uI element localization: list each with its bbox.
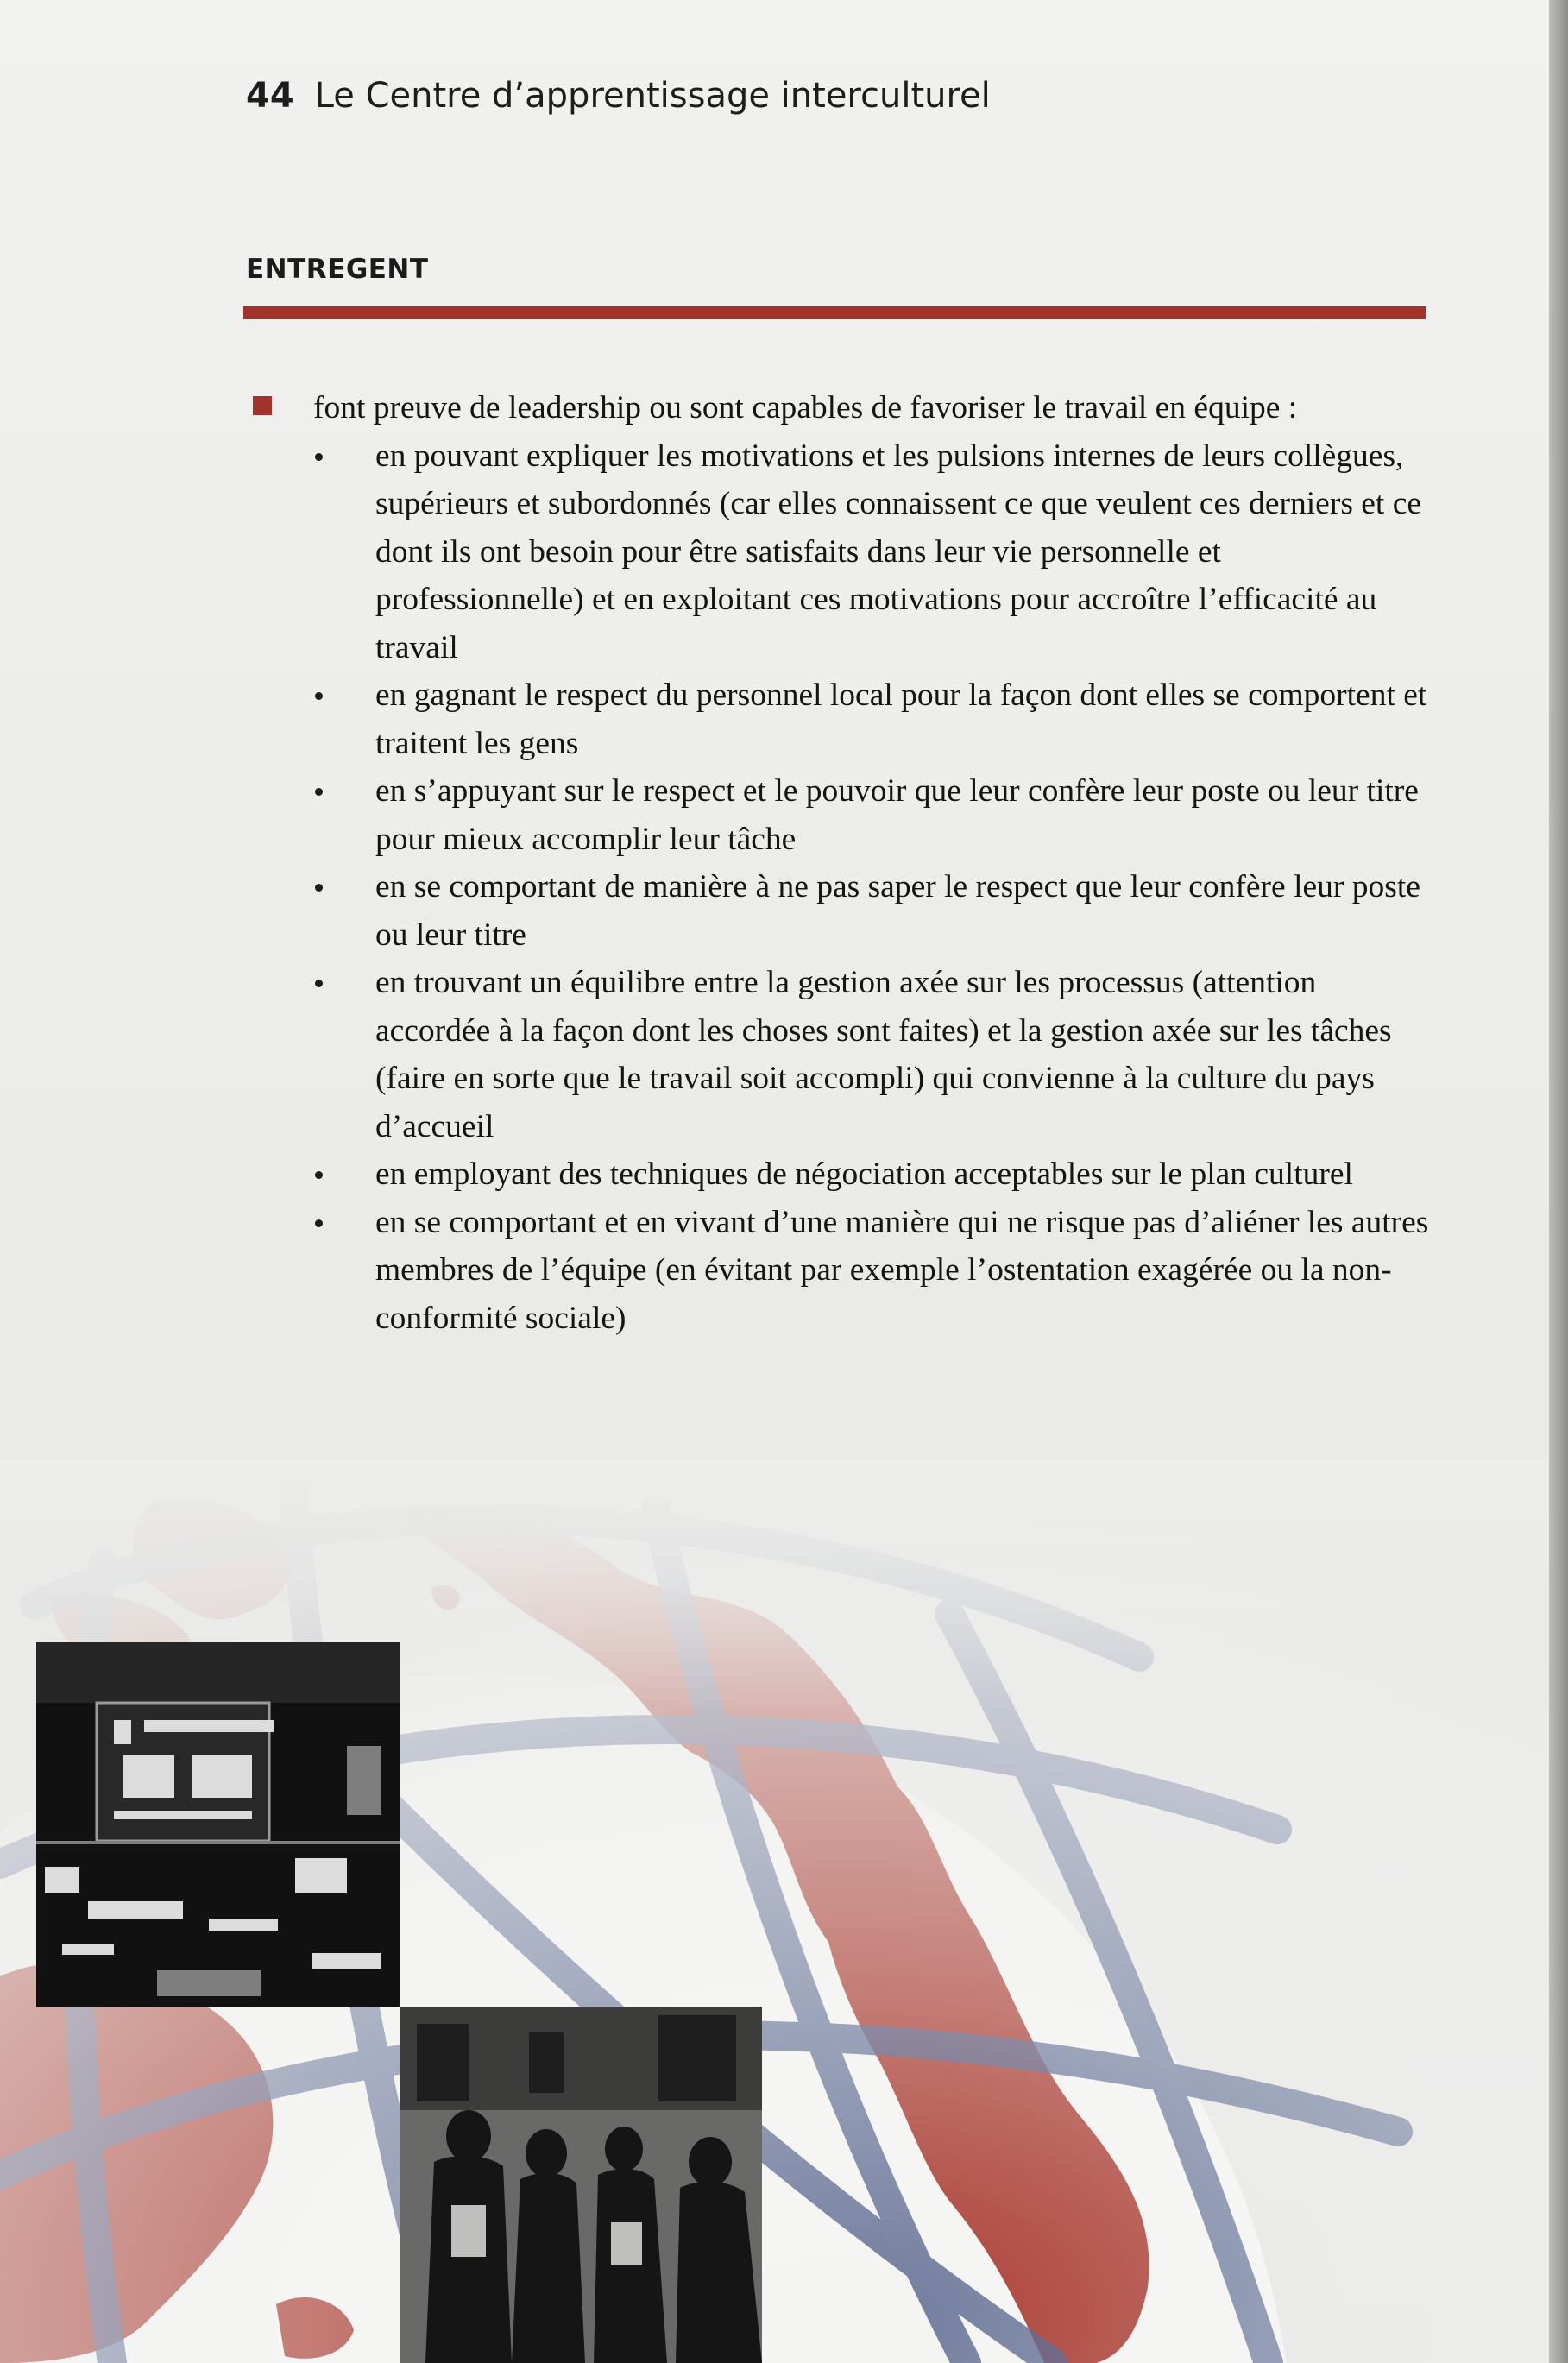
- list-item-text: en pouvant expliquer les motivations et les pulsions internes de leurs collègues, supérieurs et subordonnés (car elles connaissent ce que veulent ces derniers et ce dont ils ont besoin pour être satisfaits dans leur vie personnelle et professionnelle) et en exploitant ces motivations pour accroître l’efficacité au travail: [375, 438, 1422, 665]
- section-rule: [243, 306, 1426, 319]
- bullet-dot-icon: [315, 1171, 323, 1179]
- section-label: ENTREGENT: [246, 254, 429, 285]
- street-sign-photo: [36, 1642, 400, 2007]
- list-item-text: en gagnant le respect du personnel local pour la façon dont elles se comportent et traitent les gens: [375, 677, 1427, 761]
- bullet-dot-icon: [315, 692, 323, 700]
- list-item-text: en trouvant un équilibre entre la gestion axée sur les processus (attention accordée à la façon dont les choses sont faites) et la gestion axée sur les tâches (faire en sorte que le travail soit accompli) qui convienne à la culture du pays d’accueil: [375, 965, 1392, 1144]
- bullet-dot-icon: [315, 788, 323, 796]
- list-item-text: en se comportant de manière à ne pas saper le respect que leur confère leur poste ou leur titre: [375, 869, 1420, 953]
- square-bullet-icon: [253, 396, 272, 415]
- page-content: [246, 384, 1437, 1342]
- page-number: 44: [246, 76, 294, 116]
- bullet-dot-icon: [315, 884, 323, 892]
- main-list-item: [246, 384, 1437, 432]
- bullet-dot-icon: [315, 980, 323, 987]
- book-title: Le Centre d’apprentissage interculturel: [314, 76, 991, 116]
- list-item-text: en employant des techniques de négociation acceptables sur le plan culturel: [375, 1156, 1353, 1192]
- list-item: [246, 959, 1437, 1150]
- list-item: [246, 432, 1437, 672]
- running-header: [246, 76, 991, 116]
- list-item: [246, 767, 1437, 863]
- list-item: [246, 1199, 1437, 1343]
- list-item-text: en se comportant et en vivant d’une manière qui ne risque pas d’aliéner les autres membres de l’équipe (en évitant par exemple l’ostentation exagérée ou la non-conformité sociale): [375, 1204, 1429, 1336]
- page-edge: [1549, 0, 1568, 2363]
- list-item: [246, 671, 1437, 767]
- list-item: [246, 863, 1437, 959]
- main-item-text: font preuve de leadership ou sont capables de favoriser le travail en équipe :: [313, 390, 1298, 425]
- crowd-photo: [400, 2007, 762, 2363]
- bullet-dot-icon: [315, 453, 323, 461]
- list-item: [246, 1150, 1437, 1199]
- sub-bullet-list: [246, 432, 1437, 1343]
- bullet-dot-icon: [315, 1219, 323, 1227]
- list-item-text: en s’appuyant sur le respect et le pouvoir que leur confère leur poste ou leur titre pour mieux accomplir leur tâche: [375, 773, 1419, 857]
